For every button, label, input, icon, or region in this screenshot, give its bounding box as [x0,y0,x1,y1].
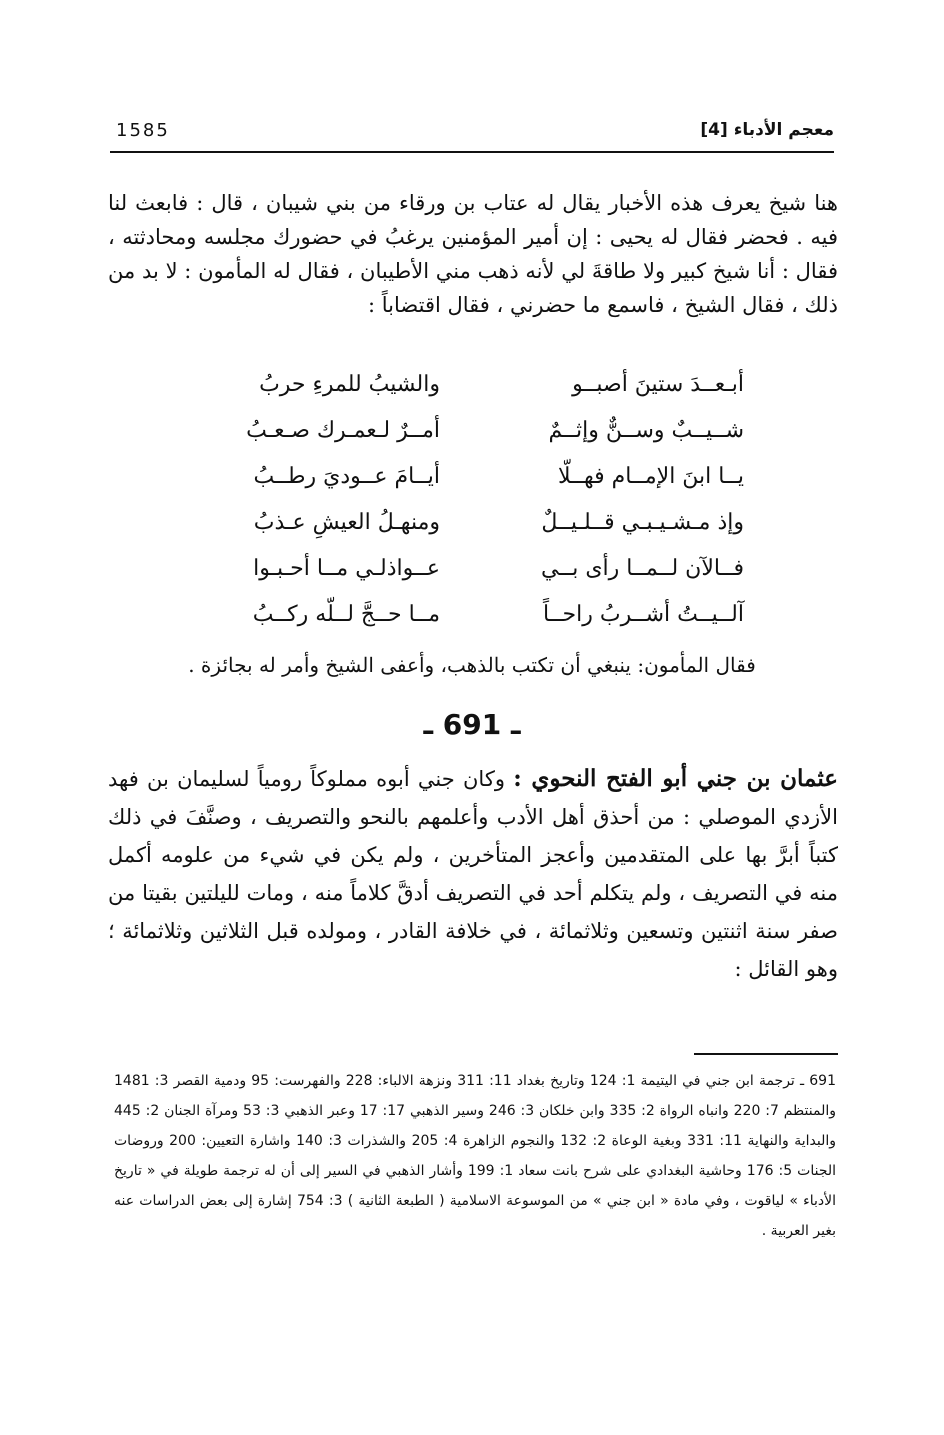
page-number: 1585 [116,120,170,141]
biography-text [108,760,838,988]
verse-second-hemistich: ومنهـلُ العيشِ عـذبُ [253,510,440,535]
verse-second-hemistich: مــا حــجَّ لــلّه ركــبُ [252,602,440,627]
footnotes [114,1066,836,1246]
footnote-rule [694,1053,838,1055]
verse-first-hemistich: وإذ مـشـيـبـي قــلـيــلٌ [541,510,744,535]
biography-body: وكان جني أبوه مملوكاً رومياً لسليمان بن فهد الأزدي الموصلي : من أحذق أهل الأدب وأعلمهم بالنحو والتصريف ، وصنَّفَ في ذلك كتباً أبرَّ بها على المتقدمين وأعجز المتأخرين ، ولم يكن في شيء من علومه أكمل منه في التصريف ، ولم يتكلم أحد في التصريف أدقَّ كلاماً منه ، ومات لليلتين بقيتا من صفر سنة اثنتين وتسعين وثلاثمائة ، في خلافة القادر ، ومولده قبل الثلاثين وثلاثمائة ؛ وهو القائل : [108,767,838,981]
verse [200,408,744,454]
verse-first-hemistich: يــا ابنَ الإمــام فهــلّا [557,464,744,489]
intro-paragraph [108,186,838,322]
verse-second-hemistich: والشيبُ للمرءِ حربُ [259,372,440,397]
biography-subject-name: عثمان بن جني أبو الفتح النحوي : [513,765,838,792]
verse-second-hemistich: عــواذلـي مــا أحـبـوا [253,556,440,581]
verse [200,454,744,500]
verse [200,362,744,408]
intro-paragraph-text: هنا شيخ يعرف هذه الأخبار يقال له عتاب بن ورقاء من بني شيبان ، قال : فابعث لنا فيه . فحضر فقال له يحيى : إن أمير المؤمنين يرغبُ في حضورك مجلسه ومحادثته ، فقال : أنا شيخ كبير ولا طاقةَ لي لأنه ذهب مني الأطيبان ، فقال له المأمون : لا بد من ذلك ، فقال الشيخ ، فاسمع ما حضرني ، فقال اقتضاباً : [108,191,838,317]
verse-second-hemistich: أيــامَ عــوديَ رطــبُ [253,464,440,489]
verse-first-hemistich: أبـعــدَ ستينَ أصبــو [572,372,744,397]
verse-second-hemistich: أمــرٌ لـعمـرك صـعـبُ [246,418,440,443]
poem [200,362,744,638]
footnote-text: 691 ـ ترجمة ابن جني في اليتيمة 1: 124 وتاريخ بغداد 11: 311 ونزهة الالباء: 228 والفهرست: 95 ودمية القصر 3: 1481 والمنتظم 7: 220 وانباه الرواة 2: 335 وابن خلكان 3: 246 وسير الذهبي 17: 17 وعبر الذهبي 3: 53 ومرآة الجنان 2: 445 والبداية والنهاية 11: 331 وبغية الوعاة 2: 132 والنجوم الزاهرة 4: 205 والشذرات 3: 140 واشارة التعيين: 200 وروضات الجنات 5: 176 وحاشية البغدادي على شرح بانت سعاد 1: 199 وأشار الذهبي في السير إلى أن له ترجمة طويلة في « تاريخ الأدباء » لياقوت ، وفي مادة « ابن جني » من الموسوعة الاسلامية ( الطبعة الثانية ) 3: 754 إشارة إلى بعض الدراسات عنه بغير العربية . [114,1073,837,1239]
running-header-title: معجم الأدباء [4] [700,120,834,140]
verse-first-hemistich: آلــيــتُ أشــربُ راحــاً [542,602,744,627]
verse [200,500,744,546]
biography-entry [108,760,838,988]
verse [200,592,744,638]
verse-first-hemistich: شــيــبٌ وســنٌّ وإثــمٌ [548,418,744,443]
entry-number: ـ 691 ـ [423,708,521,741]
verse [200,546,744,592]
closing-line: فقال المأمون: ينبغي أن تكتب بالذهب، وأعفى الشيخ وأمر له بجائزة . [188,653,756,677]
header-rule [110,151,834,153]
verse-first-hemistich: فــالآن لــمــا رأى بــي [540,556,744,581]
